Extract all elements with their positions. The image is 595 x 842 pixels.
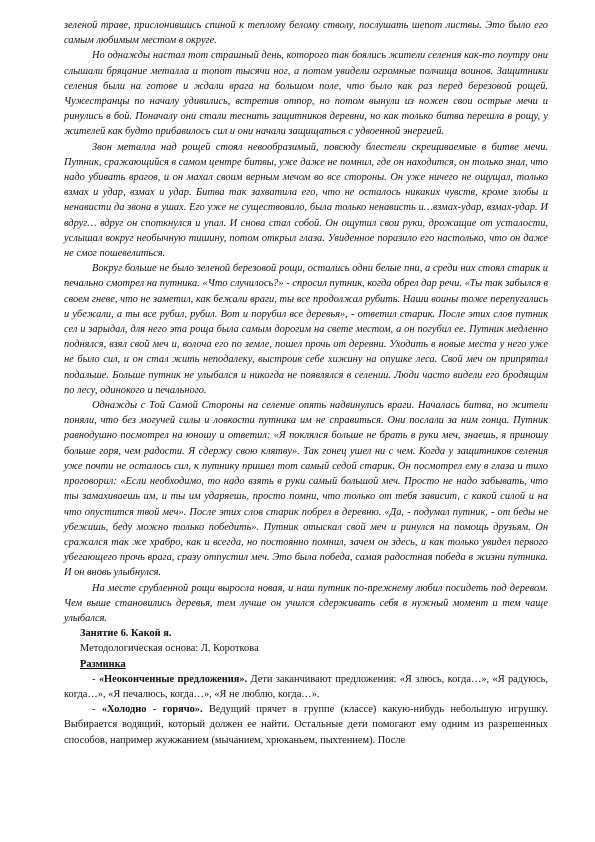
story-paragraph-1: Но однажды настал тот страшный день, которого так боялись жители селения как-то поутру они слышали бряцание металла и топот тысячи ног, а потом увидели огромные полчища воинов. Защитники селения были на готове и ждали врага на большом поле, что было как раз перед березовой рощей. Чужестранцы по началу удивились, встретив отпор, но потом вынули из ножен свои острые мечи и ринулись в бой. Поначалу они стали теснить защитников деревни, но как только битва перешла в рощу, у жителей как будто прибавилось сил и они начали защищаться с удвоенной энергией. — [64, 50, 548, 138]
exercise-title: «Неоконченные предложения». — [98, 673, 248, 685]
story-paragraph-4: Однажды с Той Самой Стороны на селение опять надвинулись враги. Началась битва, но жители поняли, что без могучей силы и ловкости путника им не справиться. Они послали за ним гонца. Путник равнодушно посмотрел на юношу и ответил: «Я поклялся больше не брать в руки меч, знаешь, я приношу больше горя, чем радости. Я сдержу свою клятву». Так гонец ушел ни с чем. Когда у защитников селения уже почти не осталось сил, к путнику пришел тот самый седой старик. Он посмотрел ему в глаза и тихо проговорил: «Если необходимо, то надо взять в руки самый большой меч. Просто не надо забывать, что ты замахиваешь им, и ты им ударяешь, просто помни, что только от тебя зависит, с какой силой и на что опустится твой меч». После этих слов старик побрел в деревню. «Да, - подумал путник, - от беды не убежишь, беду можно только победить». Путник отыскал свой меч и ринулся на помощь друзьям. Он сражался так же храбро, как и всегда, но постоянно помнил, зачем он здесь, и как только увидел первого убегающего прочь врага, сразу отпустил меч. Это была победа, самая радостная победа в жизни путника. И он вновь улыбнулся. — [64, 400, 548, 579]
lesson-title: Занятие 6. Какой я. — [80, 628, 172, 640]
exercise-dash: - — [92, 704, 102, 716]
exercise-title: «Холодно - горячо». — [101, 704, 203, 716]
exercise-text: Дети заканчивают предложения: «Я злюсь, когда…», «Я радуюсь, когда…», «Я печалюсь, когда…», «Я не люблю, когда…». — [64, 673, 548, 700]
document-page — [64, 18, 548, 748]
story-paragraph-5: На месте срубленной рощи выросла новая, и наш путник по-прежнему любил посидеть под деревом. Чем выше становились деревья, тем лучше он учился сдерживать себя в нужный момент и тем чаще улыбался. — [64, 582, 548, 624]
warmup-heading: Разминка — [80, 658, 126, 670]
story-paragraph-2: Звон металла над рощей стоял невообразимый, повсюду блестели скрещиваемые в битве мечи. Путник, сражающийся в самом центре битвы, уже даже не помнил, где он находится, он только знал, что надо убивать врагов, и он махал своим верным мечом во все стороны. Он уже ничего не ощущал, только взмах и удар, взмах и удар. Битва так захватила его, что не осталось никаких чувств, кроме злобы и ненависти да звона в ушах. Его уже не существовало, была только ненависть и…взмах-удар, взмах-удар. И вдруг… вдруг он споткнулся и упал. И снова стал собой. Он ощутил свои руки, дрожащие от усталости, услышал вокруг необычную тишину, потом открыл глаза. Увиденное поразило его настолько, что он даже не смог пошевелиться. — [64, 141, 548, 260]
exercise-text: Ведущий прячет в группе (классе) какую-нибудь небольшую игрушку. Выбирается водящий, который должен ее найти. Остальные дети помогают ему одним из разрешенных способов, например жужжанием (мычанием, хрюканьем, пыхтением). После — [64, 704, 548, 746]
story-paragraph-0: зеленой траве, прислонившись спиной к теплому белому стволу, послушать шепот листвы. Это было его самым любимым местом в округе. — [64, 20, 548, 47]
exercise-unfinished-sentences — [64, 672, 548, 702]
story-paragraph-3: Вокруг больше не было зеленой березовой рощи, остались одни белые пни, а среди них стоял старик и печально смотрел на путника. «Что случилось?» - спросил путник, когда обрел дар речи. «Ты так забылся в своем гневе, что не заметил, как бежали враги, ты все продолжал рубить. Наши воины тоже перепугались и убежали, а ты все рубил, рубил. Вот и порубил все деревья», - ответил старик. После этих слов путник сел и зарыдал, для него эта роща была самым дорогим на свете местом, а он погубил ее. Путник медленно поднялся, взял свой меч и, волоча его по земле, пошел прочь от деревни. Уходить в новые места у него уже не было сил, и он стал жить неподалеку, выстроив себе хижину на опушке леса. Свой меч он припрятал подальше. Больше путник не улыбался и никогда не появлялся в селении. Люди часто видели его бродящим по лесу, одинокого и печального. — [64, 263, 548, 396]
exercise-hot-cold — [64, 702, 548, 748]
exercise-dash: - — [92, 673, 99, 685]
methodology-basis: Методологическая основа: Л. Коротковa — [80, 643, 259, 655]
